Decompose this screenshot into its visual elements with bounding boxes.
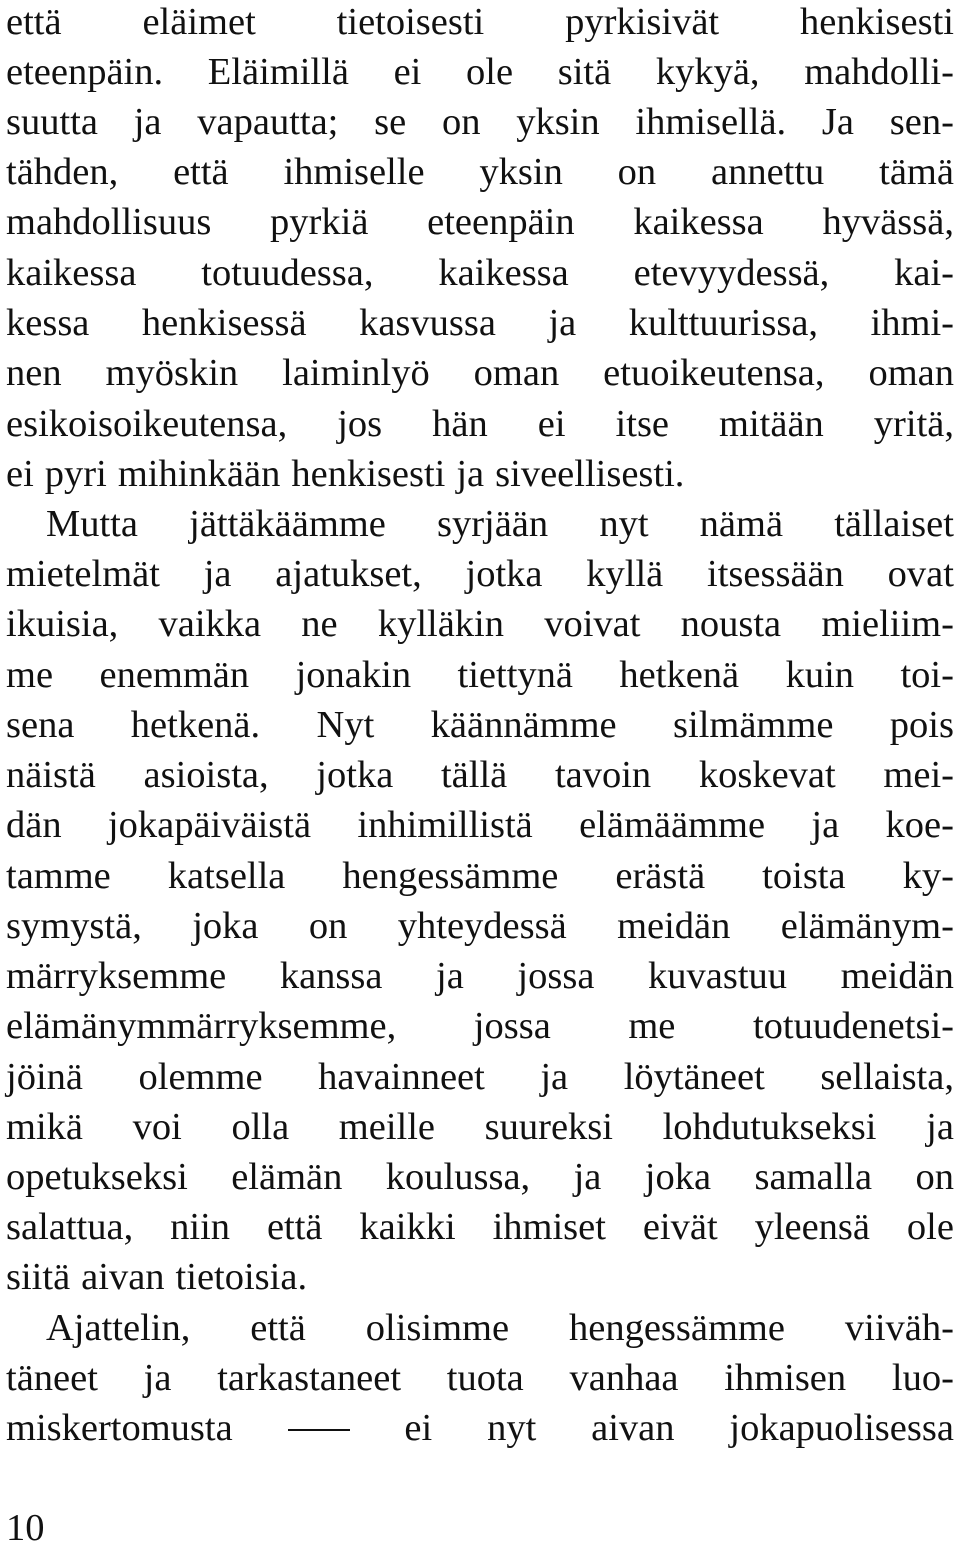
text-line	[6, 901, 954, 951]
word: Ajattelin,	[46, 1307, 191, 1349]
word: myöskin	[105, 352, 239, 394]
word: koe-	[885, 804, 954, 846]
word: hetkenä.	[130, 704, 261, 746]
word: ja	[436, 955, 464, 997]
word: ikuisia,	[6, 603, 119, 645]
word: yksin	[516, 101, 600, 143]
word: että	[6, 1, 62, 43]
word: havainneet	[318, 1056, 485, 1098]
word: oman	[868, 352, 954, 394]
word: annettu	[710, 151, 825, 193]
page-number: 10	[6, 1507, 45, 1549]
word: joka	[192, 905, 259, 947]
word: aivan	[591, 1407, 675, 1449]
text-line	[6, 851, 954, 901]
word: on	[441, 101, 481, 143]
word: etuoikeutensa,	[603, 352, 825, 394]
text-line	[6, 1403, 954, 1453]
text-line	[6, 700, 954, 750]
text-line	[6, 599, 954, 649]
text-line	[6, 147, 954, 197]
word: samalla	[754, 1156, 873, 1198]
word: inhimillistä	[357, 804, 533, 846]
word: ja	[203, 553, 232, 595]
text-line	[6, 1353, 954, 1403]
word: ja	[133, 101, 162, 143]
word: ihmi-	[870, 302, 954, 344]
text-line	[6, 650, 954, 700]
text-line	[6, 298, 954, 348]
word: ihmiselle	[283, 151, 425, 193]
word: enemmän	[99, 654, 250, 696]
text-line	[6, 1052, 954, 1102]
word: joka	[644, 1156, 712, 1198]
text-line	[6, 0, 954, 47]
word: meille	[338, 1106, 436, 1148]
word: henkisessä	[141, 302, 307, 344]
word: hetkenä	[619, 654, 740, 696]
word: märryksemme	[6, 955, 227, 997]
word: eläimet	[142, 1, 256, 43]
word: me	[6, 654, 54, 696]
word: nousta	[680, 603, 782, 645]
word: jossa	[473, 1005, 551, 1047]
word: tarkastaneet	[217, 1357, 402, 1399]
text-line	[6, 549, 954, 599]
word: itsessään	[707, 553, 844, 595]
word: toi-	[900, 654, 954, 696]
word: totuudenetsi-	[752, 1005, 954, 1047]
word: tällaiset	[834, 503, 954, 545]
word: ja	[573, 1156, 602, 1198]
word: ole	[906, 1206, 954, 1248]
word: niin	[170, 1206, 231, 1248]
word: nämä	[699, 503, 784, 545]
word: tämä	[879, 151, 954, 193]
text-line	[6, 750, 954, 800]
word: kaikessa	[438, 252, 569, 294]
word: pyri	[44, 453, 107, 495]
word: meidän	[617, 905, 731, 947]
word: meidän	[840, 955, 954, 997]
text-line	[6, 47, 954, 97]
word: esikoisoikeutensa,	[6, 403, 288, 445]
word: pois	[889, 704, 954, 746]
word: yritä,	[873, 403, 954, 445]
word: mihinkään	[117, 453, 281, 495]
word: Nyt	[316, 704, 375, 746]
word: kulttuurissa,	[628, 302, 819, 344]
word: jonakin	[295, 654, 412, 696]
text-line	[6, 197, 954, 247]
word: kykyä,	[655, 51, 760, 93]
word: hyvässä,	[822, 201, 954, 243]
word: jotka	[316, 754, 394, 796]
word: lohdutukseksi	[662, 1106, 877, 1148]
text-line	[6, 348, 954, 398]
word: nyt	[599, 503, 649, 545]
word: löytäneet	[623, 1056, 765, 1098]
word: nyt	[487, 1407, 537, 1449]
word: vaikka	[158, 603, 262, 645]
text-line	[6, 1152, 954, 1202]
word: vapautta;	[197, 101, 339, 143]
word: henkisesti	[291, 453, 446, 495]
word: kasvussa	[359, 302, 496, 344]
word: nen	[6, 352, 62, 394]
word: ei	[537, 403, 566, 445]
word: voi	[132, 1106, 182, 1148]
word: laiminlyö	[282, 352, 430, 394]
text-line	[6, 97, 954, 147]
word: koulussa,	[385, 1156, 531, 1198]
text-line	[6, 248, 954, 298]
word: tamme	[6, 855, 111, 897]
word: ja	[811, 804, 840, 846]
word: jokapuolisessa	[729, 1407, 954, 1449]
word: luo-	[891, 1357, 954, 1399]
word: eteenpäin	[427, 201, 575, 243]
word: että	[266, 1206, 323, 1248]
word: olemme	[138, 1056, 263, 1098]
word: ihmisellä.	[635, 101, 787, 143]
word: kylläkin	[377, 603, 505, 645]
text-line	[6, 1202, 954, 1252]
word: tietoisesti	[336, 1, 485, 43]
word: mietelmät	[6, 553, 160, 595]
word: silmämme	[673, 704, 834, 746]
word: kuin	[785, 654, 855, 696]
word: olisimme	[365, 1307, 510, 1349]
word: tiettynä	[457, 654, 573, 696]
text-line	[6, 1001, 954, 1051]
word: ihmisen	[724, 1357, 847, 1399]
word: mikä	[6, 1106, 83, 1148]
word: me	[628, 1005, 676, 1047]
word: oman	[473, 352, 560, 394]
word: mahdolli-	[804, 51, 954, 93]
word: hän	[432, 403, 488, 445]
word: tietoisia.	[175, 1256, 308, 1298]
word: kaikki	[359, 1206, 456, 1248]
word: se	[374, 101, 407, 143]
word: siitä	[6, 1256, 71, 1298]
word: itse	[615, 403, 670, 445]
word: suureksi	[484, 1106, 613, 1148]
word: on	[915, 1156, 954, 1198]
word: suutta	[6, 101, 98, 143]
word: olla	[231, 1106, 290, 1148]
word: eivät	[642, 1206, 718, 1248]
word: Mutta	[46, 503, 138, 545]
word: ja	[926, 1106, 954, 1148]
word: elämäämme	[579, 804, 766, 846]
word: vanhaa	[569, 1357, 679, 1399]
word: opetukseksi	[6, 1156, 188, 1198]
word: ole	[466, 51, 514, 93]
word: kai-	[894, 252, 954, 294]
word: ja	[548, 302, 577, 344]
word: yleensä	[754, 1206, 871, 1248]
word: totuudessa,	[201, 252, 374, 294]
word: toista	[762, 855, 846, 897]
word: pyrkiä	[270, 201, 369, 243]
word: asioista,	[143, 754, 269, 796]
text-line	[6, 449, 954, 499]
word: elämänym-	[780, 905, 954, 947]
word: ja	[540, 1056, 569, 1098]
word: käännämme	[430, 704, 617, 746]
text-line	[6, 1252, 954, 1302]
word: eteenpäin.	[6, 51, 164, 93]
word: koskevat	[698, 754, 836, 796]
word: että	[250, 1307, 306, 1349]
word: tuota	[446, 1357, 524, 1399]
word: miskertomusta	[6, 1407, 233, 1449]
word: syrjään	[436, 503, 549, 545]
word: mitään	[719, 403, 824, 445]
word: siveellisesti.	[495, 453, 685, 495]
word: hengessämme	[569, 1307, 785, 1349]
word: ja	[456, 453, 485, 495]
word: katsella	[167, 855, 286, 897]
word: ky-	[902, 855, 954, 897]
word: ne	[301, 603, 338, 645]
word: salattua,	[6, 1206, 134, 1248]
word: jos	[337, 403, 383, 445]
word: sellaista,	[820, 1056, 954, 1098]
word: yksin	[479, 151, 563, 193]
word: kanssa	[279, 955, 383, 997]
word: ihmiset	[492, 1206, 606, 1248]
word: voivat	[544, 603, 641, 645]
word: että	[173, 151, 229, 193]
em-dash	[288, 1429, 350, 1431]
text-line	[6, 399, 954, 449]
word: sen-	[889, 101, 954, 143]
word: näistä	[6, 754, 96, 796]
word: dän	[6, 804, 62, 846]
text-line	[6, 800, 954, 850]
word: Eläimillä	[207, 51, 349, 93]
word: jöinä	[6, 1056, 83, 1098]
word: ei	[6, 453, 34, 495]
word: Ja	[821, 101, 854, 143]
word: on	[617, 151, 657, 193]
word: viiväh-	[844, 1307, 954, 1349]
word: elämänymmärryksemme,	[6, 1005, 397, 1047]
word: symystä,	[6, 905, 142, 947]
word: tavoin	[554, 754, 652, 796]
word: tällä	[440, 754, 508, 796]
text-line	[46, 1303, 954, 1353]
word: kaikessa	[633, 201, 764, 243]
word: on	[308, 905, 348, 947]
word: elämän	[231, 1156, 343, 1198]
word: tähden,	[6, 151, 119, 193]
word: sena	[6, 704, 75, 746]
word: erästä	[615, 855, 706, 897]
word: kuvastuu	[648, 955, 788, 997]
word: ei	[393, 51, 422, 93]
word: aivan	[81, 1256, 165, 1298]
word: kyllä	[586, 553, 664, 595]
word: jättäkäämme	[189, 503, 386, 545]
word: kaikessa	[6, 252, 137, 294]
word: mahdollisuus	[6, 201, 212, 243]
word: ajatukset,	[275, 553, 422, 595]
word: ei	[404, 1407, 433, 1449]
word: ja	[143, 1357, 172, 1399]
word: ovat	[887, 553, 954, 595]
word: kessa	[6, 302, 90, 344]
text-line	[46, 499, 954, 549]
word: pyrkisivät	[565, 1, 720, 43]
word: henkisesti	[800, 1, 954, 43]
word: täneet	[6, 1357, 98, 1399]
word: yhteydessä	[397, 905, 567, 947]
text-line	[6, 951, 954, 1001]
word: mei-	[883, 754, 954, 796]
text-line	[6, 1102, 954, 1152]
word: etevyydessä,	[633, 252, 830, 294]
word: jotka	[465, 553, 543, 595]
word: jokapäiväistä	[107, 804, 312, 846]
word: hengessämme	[342, 855, 559, 897]
word: sitä	[557, 51, 612, 93]
word: jossa	[517, 955, 595, 997]
word: mieliim-	[821, 603, 954, 645]
